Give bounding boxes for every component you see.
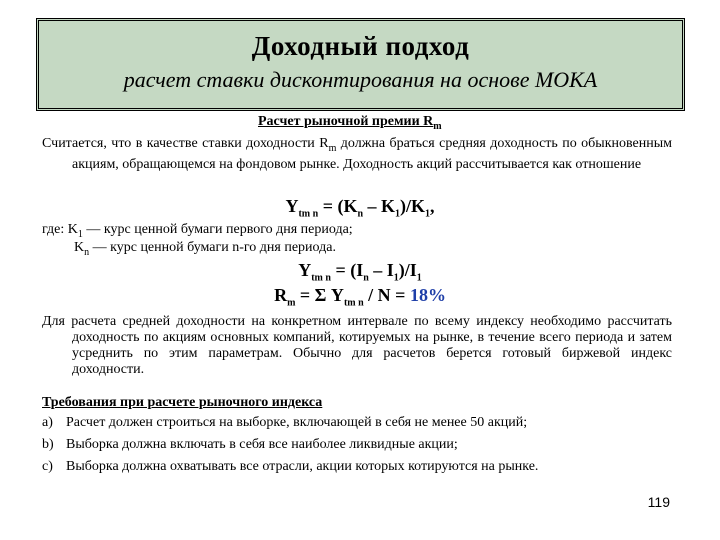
section-heading-market-premium: Расчет рыночной премии $R_m$ — [258, 114, 442, 132]
title-box — [36, 18, 685, 111]
paragraph-return-definition: Считается, что в качестве ставки доходности $R_m$ должна браться средняя доходность по обыкновенным акциям, обращающемся на фондовом рынке. Доходность акций рассчитывается как отношение — [42, 136, 672, 172]
formula-market-premium: $R_m = \Sigma$ $Y_{tm n} / N = 18\%$ — [274, 285, 446, 309]
where-line-k1: где: $K_1$ — курс ценной бумаги первого дня периода; — [42, 222, 353, 240]
slide-title: Доходный подход — [251, 31, 470, 61]
where-line-kn: $K_n$ — курс ценной бумаги n-го дня периода. — [74, 240, 336, 258]
formula-index-return: $Y_{tm n} = (I_n - I_1)/I_1$ — [298, 260, 422, 284]
slide-subtitle: расчет ставки дисконтирования на основе МОКА — [123, 67, 598, 92]
formula-stock-return: $Y_{tm n} = (K_n - K_1)/K_1$, — [285, 196, 435, 220]
list-item: c) Выборка должна охватывать все отрасли, акции которых котируются на рынке. — [42, 459, 539, 474]
page-number: 119 — [647, 494, 670, 510]
list-item: b) Выборка должна включать в себя все наиболее ликвидные акции; — [42, 437, 458, 452]
list-item: a) Расчет должен строиться на выборке, включающей в себя не менее 50 акций; — [42, 415, 528, 430]
section-heading-index-requirements: Требования при расчете рыночного индекса — [42, 395, 323, 410]
market-premium-value: 18% — [409, 285, 446, 305]
paragraph-average-return: Для расчета средней доходности на конкретном интервале по всему индексу необходимо рассчитать доходность по акциям основных компаний, котируемых на рынке, в течение всего периода и затем усреднить по этим параметрам. Обычно для расчетов берется готовый биржевой индекс доходности. — [42, 314, 672, 377]
